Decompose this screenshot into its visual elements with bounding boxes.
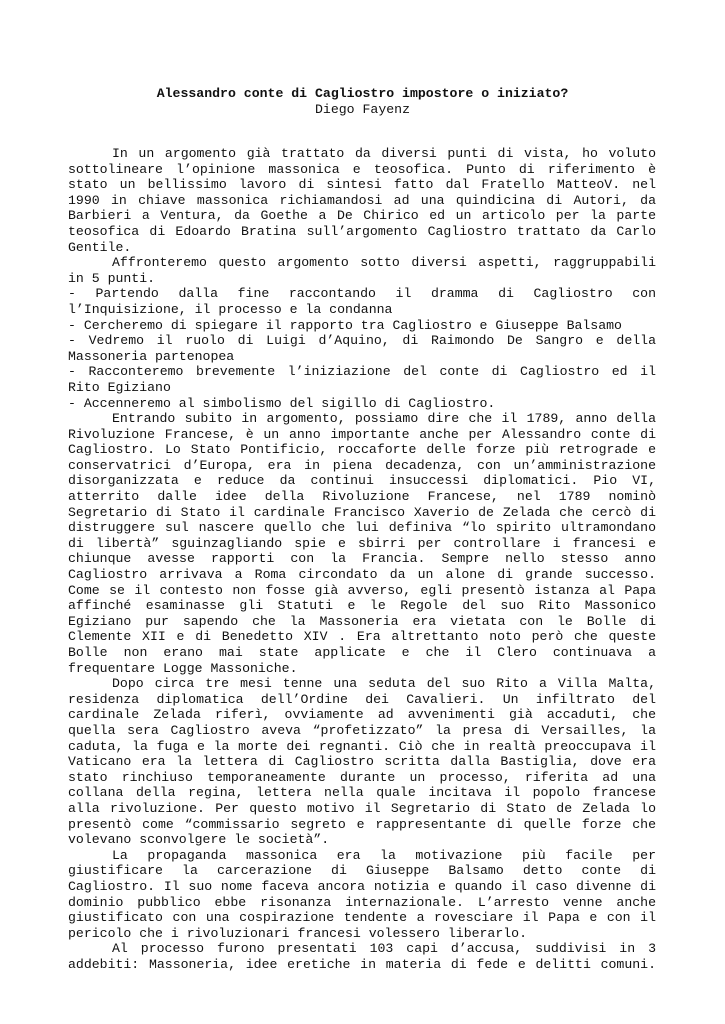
text-line: giustificato con una cospirazione tendente a rovesciare il Papa e con il — [68, 910, 656, 926]
text-line: Al processo furono presentati 103 capi d’accusa, suddivisi in 3 — [112, 941, 656, 957]
text-line: Barbieri a Ventura, da Goethe a De Chirico ed un articolo per la parte — [68, 208, 656, 224]
text-line: l’Inquisizione, il processo e la condanna — [68, 301, 393, 317]
text-line: frequentare Logge Massoniche. — [68, 660, 298, 676]
text-line: disorganizzata e reduce da continui insuccessi diplomatici. Pio VI, — [68, 473, 656, 489]
text-line: dominio pubblico ebbe risonanza internazionale. L’arresto venne anche — [68, 894, 656, 910]
text-line: affinché esaminasse gli Statuti e le Regole del suo Rito Massonico — [68, 598, 656, 614]
text-line: chiunque avesse rapporti con la Francia. Sempre nello stesso anno — [68, 551, 656, 567]
document-body — [68, 146, 656, 972]
text-line: Rito Egiziano — [68, 379, 171, 395]
document-title: Alessandro conte di Cagliostro impostore o iniziato? — [156, 86, 569, 101]
text-line: Come se il contesto non fosse già avverso, egli presentò istanza al Papa — [68, 582, 656, 598]
text-line: teosofica di Edoardo Bratina sull’argomento Cagliostro trattato da Carlo — [68, 223, 656, 239]
text-line: caduta, la fuga e la morte dei regnanti. Ciò che in realtà preoccupava il — [68, 738, 656, 754]
text-line: di libertà” sguinzagliando spie e sbirri per controllare i francesi e — [68, 535, 656, 551]
text-line: Rivoluzione Francese, è un anno importante anche per Alessandro conte di — [68, 426, 656, 442]
text-line: Vaticano era la lettera di Cagliostro scritta dalla Bastiglia, dove era — [68, 754, 656, 770]
text-line: alla rivoluzione. Per questo motivo il Segretario di Stato de Zelada lo — [68, 800, 656, 816]
text-line: Cagliostro arrivava a Roma circondato da un alone di grande successo. — [68, 567, 656, 583]
text-line: Cagliostro. Il suo nome faceva ancora notizia e quando il caso divenne di — [68, 878, 656, 894]
text-line: atterrito dalle idee della Rivoluzione Francese, nel 1789 nominò — [68, 489, 656, 505]
text-line: residenza diplomatica dell’Ordine dei Cavalieri. Un infiltrato del — [68, 691, 656, 707]
text-line: 1990 in chiave massonica richiamandosi ad una quindicina di Autori, da — [68, 192, 656, 208]
text-line: - Partendo dalla fine raccontando il dramma di Cagliostro con — [68, 286, 656, 302]
text-line: La propaganda massonica era la motivazione più facile per — [112, 847, 656, 863]
text-line: addebiti: Massoneria, idee eretiche in materia di fede e delitti comuni. — [68, 956, 656, 972]
text-line: - Cercheremo di spiegare il rapporto tra Cagliostro e Giuseppe Balsamo — [68, 317, 622, 333]
text-line: cardinale Zelada riferì, ovviamente ad avvenimenti già accaduti, che — [68, 707, 656, 723]
document-author: Diego Fayenz — [315, 102, 410, 117]
text-line: Segretario di Stato il cardinale Francisco Xaverio de Zelada che cercò di — [68, 504, 656, 520]
text-line: giustificare la carcerazione di Giuseppe Balsamo detto conte di — [68, 863, 656, 879]
text-line: pericolo che i rivoluzionari francesi volessero liberarlo. — [68, 925, 527, 941]
text-line: In un argomento già trattato da diversi punti di vista, ho voluto — [112, 146, 656, 161]
text-line: volevano sconvolgere le società”. — [68, 832, 330, 848]
text-line: distruggere sul nascere quello che lui definiva “lo spirito ultramondano — [68, 520, 656, 536]
text-line: Egiziano pur sapendo che la Massoneria era vietata con le Bolle di — [68, 613, 656, 629]
text-line: Gentile. — [68, 239, 132, 255]
text-line: Cagliostro. Lo Stato Pontificio, roccaforte delle forze più retrograde e — [68, 442, 656, 458]
text-line: - Accenneremo al simbolismo del sigillo di Cagliostro. — [68, 395, 496, 411]
text-line: in 5 punti. — [68, 270, 156, 286]
text-line: Affronteremo questo argomento sotto diversi aspetti, raggruppabili — [112, 255, 656, 271]
text-line: collana della regina, lettera nella quale incitava il popolo francese — [68, 785, 656, 801]
text-line: presentò come “commissario segreto e rappresentante di quelle forze che — [68, 816, 656, 832]
text-line: - Racconteremo brevemente l’iniziazione del conte di Cagliostro ed il — [68, 364, 656, 380]
text-line: Bolle non erano mai state applicate e che il Clero continuava a — [68, 645, 656, 660]
text-line: stato un bellissimo lavoro di sintesi fatto dal Fratello MatteoV. nel — [68, 177, 656, 193]
text-line: Entrando subito in argomento, possiamo dire che il 1789, anno della — [112, 411, 656, 427]
text-line: - Vedremo il ruolo di Luigi d’Aquino, di Raimondo De Sangro e della — [68, 333, 656, 349]
text-line: sottolineare l’opinione massonica e teosofica. Punto di riferimento è — [68, 161, 656, 177]
text-line: Clemente XII e di Benedetto XIV . Era altrettanto noto però che queste — [68, 629, 656, 645]
text-line: quella sera Cagliostro aveva “profetizzato” la presa di Versailles, la — [68, 722, 656, 738]
text-line: Dopo circa tre mesi tenne una seduta del suo Rito a Villa Malta, — [112, 676, 656, 692]
text-line: Massoneria partenopea — [68, 348, 235, 364]
text-line: conservatrici d’Europa, era in piena decadenza, con un’amministrazione — [68, 457, 656, 473]
text-line: stato rinchiuso temporaneamente durante un processo, riferita ad una — [68, 769, 656, 785]
